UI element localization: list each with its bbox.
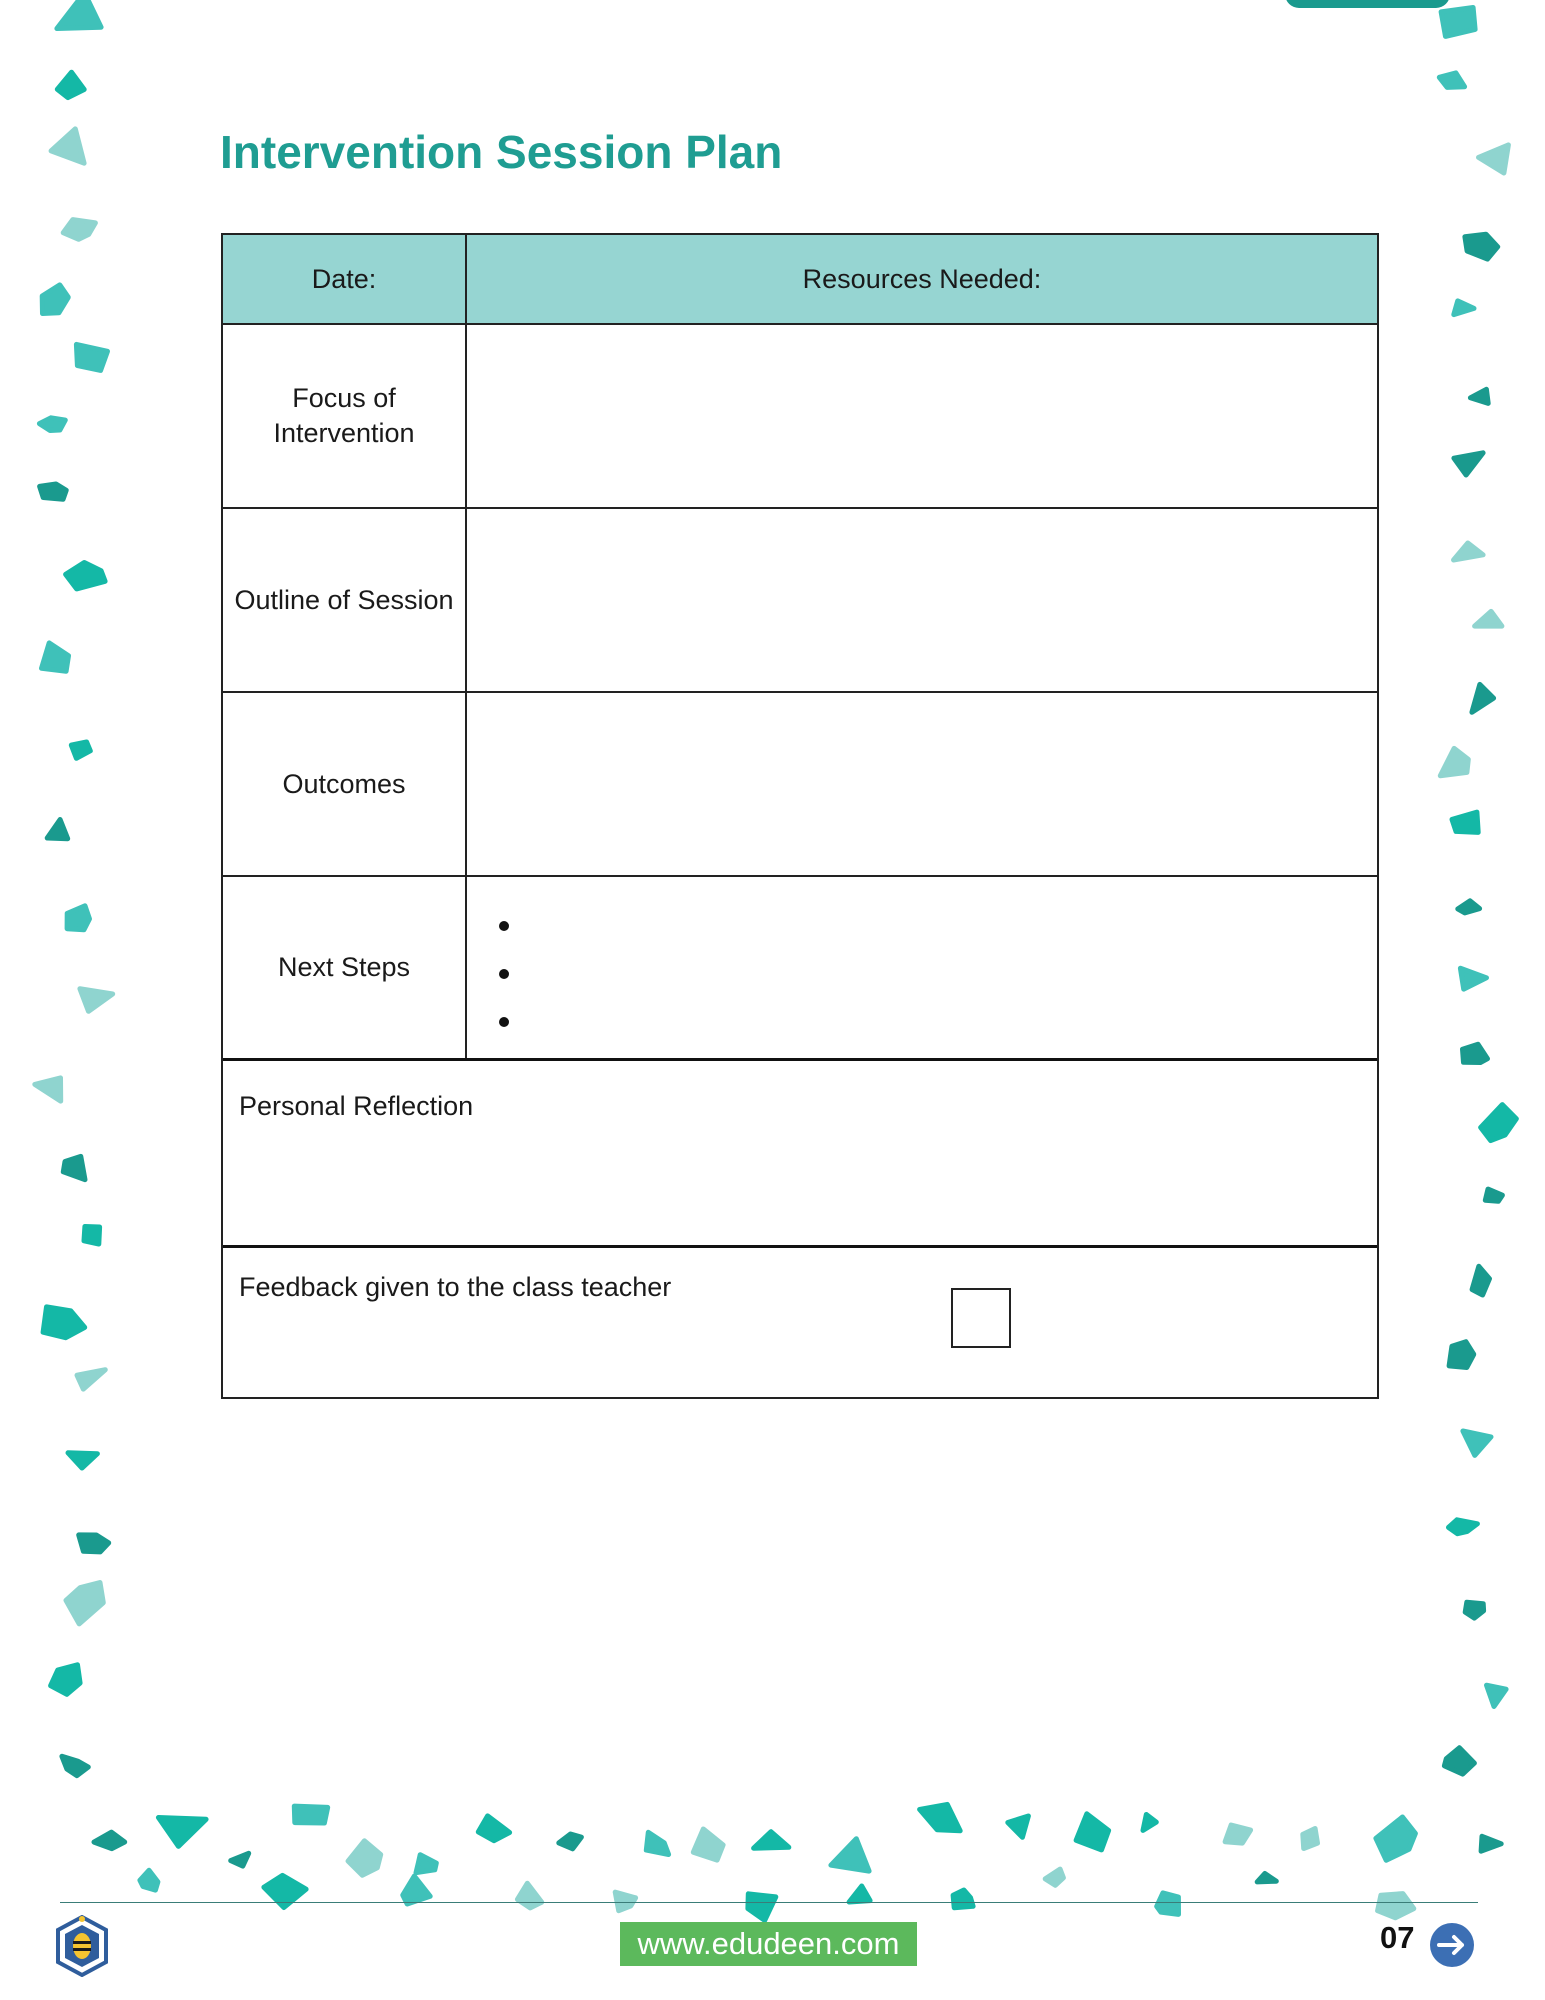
confetti-shape (51, 129, 84, 163)
confetti-shape (517, 1883, 541, 1908)
confetti-shape (1257, 1874, 1276, 1882)
confetti-shape (1472, 684, 1494, 712)
confetti-shape (1439, 73, 1464, 88)
confetti-shape (1465, 234, 1498, 259)
confetti-shape (67, 906, 89, 930)
feedback-checkbox[interactable] (951, 1288, 1011, 1348)
feedback-label: Feedback given to the class teacher (239, 1272, 672, 1302)
confetti-shape (1449, 1520, 1478, 1534)
outline-field[interactable] (467, 509, 1377, 691)
arrow-right-circle-icon[interactable] (1429, 1922, 1475, 1968)
confetti-shape (57, 72, 84, 97)
confetti-shape (231, 1853, 249, 1866)
confetti-shape (478, 1816, 509, 1841)
confetti-shape (1303, 1829, 1318, 1849)
table-header-row (223, 235, 1377, 325)
personal-reflection-field[interactable] (223, 1061, 1377, 1248)
confetti-shape (348, 1841, 381, 1875)
bullet-point (499, 1017, 509, 1027)
confetti-shape (1479, 145, 1509, 173)
confetti-shape (1452, 812, 1478, 832)
confetti-shape (1225, 1825, 1251, 1843)
confetti-shape (1487, 1685, 1507, 1706)
confetti-shape (1454, 301, 1474, 315)
confetti-shape (35, 1078, 61, 1101)
confetti-shape (63, 1156, 85, 1179)
confetti-shape (1440, 748, 1468, 775)
table-row (223, 509, 1377, 693)
confetti-shape (831, 1839, 869, 1871)
focus-label: Focus of Intervention (223, 325, 467, 507)
confetti-shape (559, 1834, 582, 1849)
confetti-shape (1157, 1893, 1179, 1915)
confetti-shape (57, 0, 101, 28)
confetti-shape (1449, 1342, 1474, 1368)
confetti-shape (403, 1876, 430, 1904)
confetti-shape (1376, 1817, 1416, 1860)
confetti-shape (1472, 1266, 1489, 1295)
confetti-shape (47, 820, 67, 839)
resources-header-cell[interactable]: Resources Needed: (802, 263, 1042, 294)
confetti-shape (1454, 453, 1483, 475)
table-row (223, 693, 1377, 877)
website-badge[interactable]: www.edudeen.com (620, 1922, 917, 1966)
next-steps-field[interactable] (467, 877, 1377, 1058)
confetti-shape (42, 643, 69, 671)
confetti-shape (63, 220, 95, 240)
confetti-shape (1481, 1836, 1501, 1851)
confetti-shape (953, 1890, 973, 1908)
confetti-shape (1470, 389, 1488, 403)
footer-divider (60, 1902, 1478, 1903)
confetti-shape (1465, 1602, 1483, 1618)
confetti-shape (51, 1665, 81, 1695)
confetti-shape (1460, 968, 1486, 989)
page-title: Intervention Session Plan (220, 126, 783, 178)
confetti-shape (1444, 1748, 1474, 1774)
confetti-shape (79, 1535, 109, 1552)
hexagon-bee-logo-icon (55, 1915, 109, 1977)
next-steps-bullet-list (499, 921, 509, 1065)
table-row (223, 877, 1377, 1061)
confetti-shape (1008, 1816, 1029, 1837)
confetti-shape (77, 1370, 105, 1389)
session-plan-table (221, 233, 1379, 1399)
page-number: 07 (1380, 1920, 1415, 1955)
outcomes-field[interactable] (467, 693, 1377, 875)
confetti-shape (1076, 1814, 1109, 1850)
personal-reflection-label: Personal Reflection (239, 1091, 474, 1121)
bullet-point (499, 921, 509, 931)
confetti-shape (920, 1804, 961, 1830)
confetti-shape (71, 742, 90, 758)
bullet-point (499, 969, 509, 979)
table-row (223, 325, 1377, 509)
confetti-shape (754, 1832, 789, 1849)
confetti-shape (1454, 543, 1484, 560)
confetti-shape (140, 1870, 158, 1890)
confetti-shape (1463, 1431, 1491, 1455)
confetti-shape (1463, 1044, 1488, 1062)
confetti-shape (1475, 611, 1502, 626)
confetti-shape (693, 1829, 723, 1860)
confetti-shape (849, 1886, 870, 1902)
confetti-shape (1481, 1105, 1517, 1141)
confetti-shape (66, 1583, 103, 1624)
confetti-shape (1378, 1894, 1414, 1918)
confetti-shape (40, 484, 67, 499)
feedback-row (223, 1248, 1377, 1397)
confetti-shape (76, 344, 107, 370)
confetti-shape (646, 1832, 668, 1854)
confetti-shape (1458, 901, 1480, 913)
confetti-shape (80, 989, 113, 1012)
next-steps-label: Next Steps (223, 877, 467, 1058)
confetti-shape (1441, 8, 1475, 37)
confetti-shape (39, 418, 65, 431)
confetti-shape (62, 1756, 88, 1775)
outcomes-label: Outcomes (223, 693, 467, 875)
confetti-shape (748, 1894, 776, 1921)
focus-field[interactable] (467, 325, 1377, 507)
top-tab-shape (1285, 0, 1450, 8)
confetti-shape (68, 1453, 97, 1468)
confetti-shape (84, 1227, 100, 1245)
confetti-shape (1485, 1189, 1502, 1201)
confetti-shape (158, 1818, 206, 1847)
confetti-shape (66, 563, 106, 589)
date-header-cell[interactable]: Date: (223, 235, 467, 323)
confetti-shape (1143, 1815, 1156, 1831)
confetti-shape (416, 1855, 436, 1873)
confetti-shape (1045, 1869, 1063, 1885)
outline-label: Outline of Session (223, 509, 467, 691)
confetti-shape (94, 1832, 125, 1848)
confetti-shape (42, 285, 68, 314)
confetti-shape (43, 1307, 85, 1338)
confetti-shape (294, 1806, 327, 1823)
